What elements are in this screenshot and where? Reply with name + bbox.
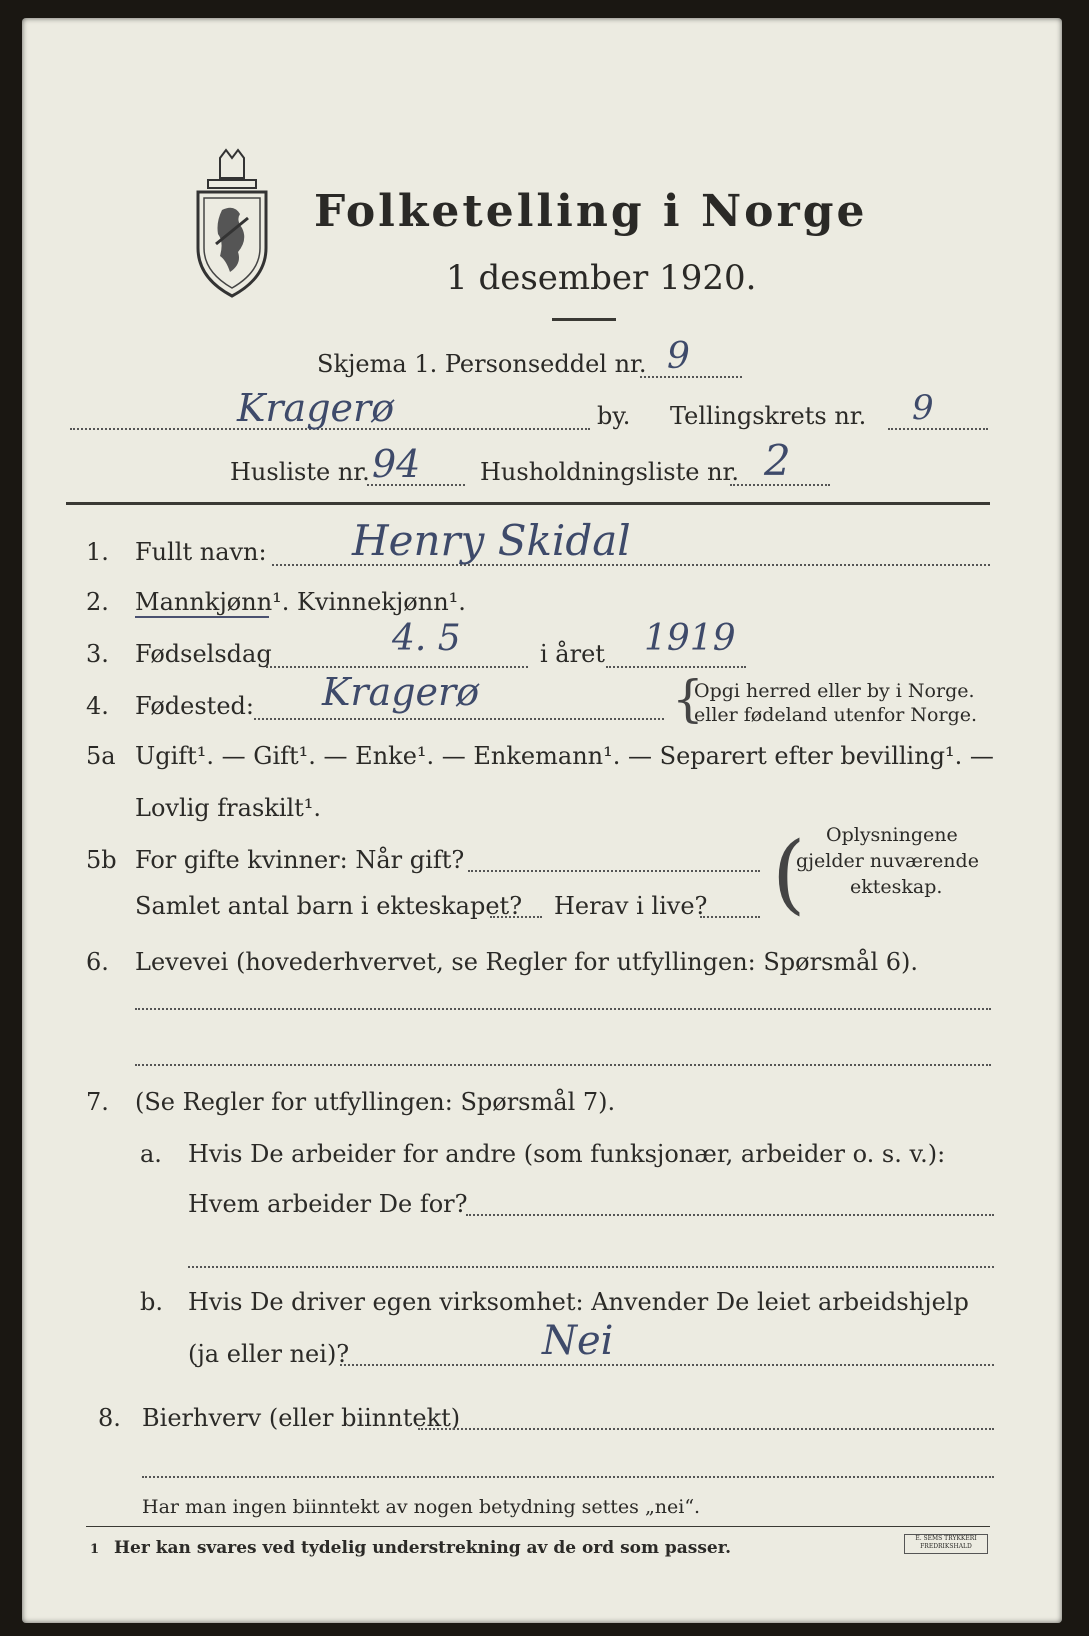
q2-label: Mannkjønn¹. Kvinnekjønn¹. xyxy=(135,588,466,616)
q5a-line2: Lovlig fraskilt¹. xyxy=(135,794,322,822)
q6-dotline2 xyxy=(135,1064,991,1066)
q5b-dotline2 xyxy=(490,916,542,918)
q6-number: 6. xyxy=(86,948,109,976)
q2-number: 2. xyxy=(86,588,109,616)
q4-number: 4. xyxy=(86,692,109,720)
q5b-note-line3: ekteskap. xyxy=(850,876,943,898)
footnote-text: Her kan svares ved tydelig understrekning av de ord som passer. xyxy=(114,1538,732,1558)
q7a-dotline1 xyxy=(466,1214,994,1216)
q7-label: (Se Regler for utfyllingen: Spørsmål 7). xyxy=(135,1088,616,1116)
husliste-label: Husliste nr. xyxy=(230,458,370,486)
husholdning-label: Husholdningsliste nr. xyxy=(480,458,739,486)
q1-label: Fullt navn: xyxy=(135,538,267,566)
q5b-line1: For gifte kvinner: Når gift? xyxy=(135,846,465,874)
q5a-number: 5a xyxy=(86,742,116,770)
q8-label: Bierhverv (eller biinntekt) xyxy=(142,1404,461,1432)
q7b-line2: (ja eller nei)? xyxy=(188,1340,350,1368)
q4-dotline xyxy=(254,718,664,720)
q3-value: 4. 5 xyxy=(392,618,461,659)
q3-dotline xyxy=(266,666,528,668)
q5b-number: 5b xyxy=(86,846,117,874)
q4-note-brace: { xyxy=(672,670,704,728)
q4-note-line1: Opgi herred eller by i Norge. xyxy=(694,680,975,702)
form-subtitle: 1 desember 1920. xyxy=(446,258,757,298)
q5b-line2b: Herav i live? xyxy=(554,892,708,920)
city-value: Kragerø xyxy=(237,386,395,430)
header-separator xyxy=(66,502,990,505)
q7b-value: Nei xyxy=(542,1318,614,1364)
q5b-line2a: Samlet antal barn i ekteskapet? xyxy=(135,892,523,920)
tellingskrets-value: 9 xyxy=(912,388,934,428)
by-label: by. xyxy=(597,402,631,430)
q7-number: 7. xyxy=(86,1088,109,1116)
schema-label: Skjema 1. Personseddel nr. xyxy=(317,350,647,378)
q7b-letter: b. xyxy=(140,1288,163,1316)
q7a-line1: Hvis De arbeider for andre (som funksjonær, arbeider o. s. v.): xyxy=(188,1140,946,1168)
q8-dotline2 xyxy=(142,1476,994,1478)
tellingskrets-dotline xyxy=(888,428,988,430)
q5b-note-line2: gjelder nuværende xyxy=(796,850,979,872)
q5b-dotline1 xyxy=(468,870,760,872)
q1-value: Henry Skidal xyxy=(352,516,631,565)
q7a-line2: Hvem arbeider De for? xyxy=(188,1190,468,1218)
tellingskrets-label: Tellingskrets nr. xyxy=(670,402,867,430)
husholdning-value: 2 xyxy=(764,436,791,485)
q5b-note-line1: Oplysningene xyxy=(826,824,958,846)
q3-number: 3. xyxy=(86,640,109,668)
census-form-page xyxy=(22,18,1062,1623)
q7b-dotline xyxy=(340,1364,994,1366)
q7b-line1: Hvis De driver egen virksomhet: Anvender De leiet arbeidshjelp xyxy=(188,1288,969,1316)
printer-stamp: E. SEMS TRYKKERI FREDRIKSHALD xyxy=(904,1534,988,1554)
footnote-number: 1 xyxy=(90,1542,100,1557)
q6-label: Levevei (hovederhvervet, se Regler for utfyllingen: Spørsmål 6). xyxy=(135,948,919,976)
q7a-letter: a. xyxy=(140,1140,162,1168)
norway-coat-of-arms-icon xyxy=(190,148,274,298)
q5b-note-brace: ( xyxy=(772,824,806,924)
form-title: Folketelling i Norge xyxy=(314,186,868,237)
q3-year-label: i året xyxy=(540,640,605,668)
schema-dotline xyxy=(640,376,742,378)
q5a-line1: Ugift¹. — Gift¹. — Enke¹. — Enkemann¹. — Separert efter bevilling¹. — xyxy=(135,742,994,770)
q5b-dotline3 xyxy=(700,916,760,918)
q2-underline xyxy=(135,616,269,618)
q8-note: Har man ingen biinntekt av nogen betydning settes „nei“. xyxy=(142,1496,701,1518)
q4-label: Fødested: xyxy=(135,692,254,720)
q4-value: Kragerø xyxy=(322,670,480,714)
q4-note-line2: eller fødeland utenfor Norge. xyxy=(694,704,978,726)
footnote-separator xyxy=(86,1526,990,1527)
q1-number: 1. xyxy=(86,538,109,566)
q3-label: Fødselsdag xyxy=(135,640,272,668)
husliste-value: 94 xyxy=(372,442,421,486)
q8-number: 8. xyxy=(98,1404,121,1432)
q6-dotline1 xyxy=(135,1008,991,1010)
q3-year-dotline xyxy=(606,666,746,668)
q3-year-value: 1919 xyxy=(644,618,736,659)
q8-dotline1 xyxy=(418,1428,994,1430)
schema-value: 9 xyxy=(667,336,690,377)
q7a-dotline2 xyxy=(188,1266,994,1268)
title-divider xyxy=(552,318,616,321)
